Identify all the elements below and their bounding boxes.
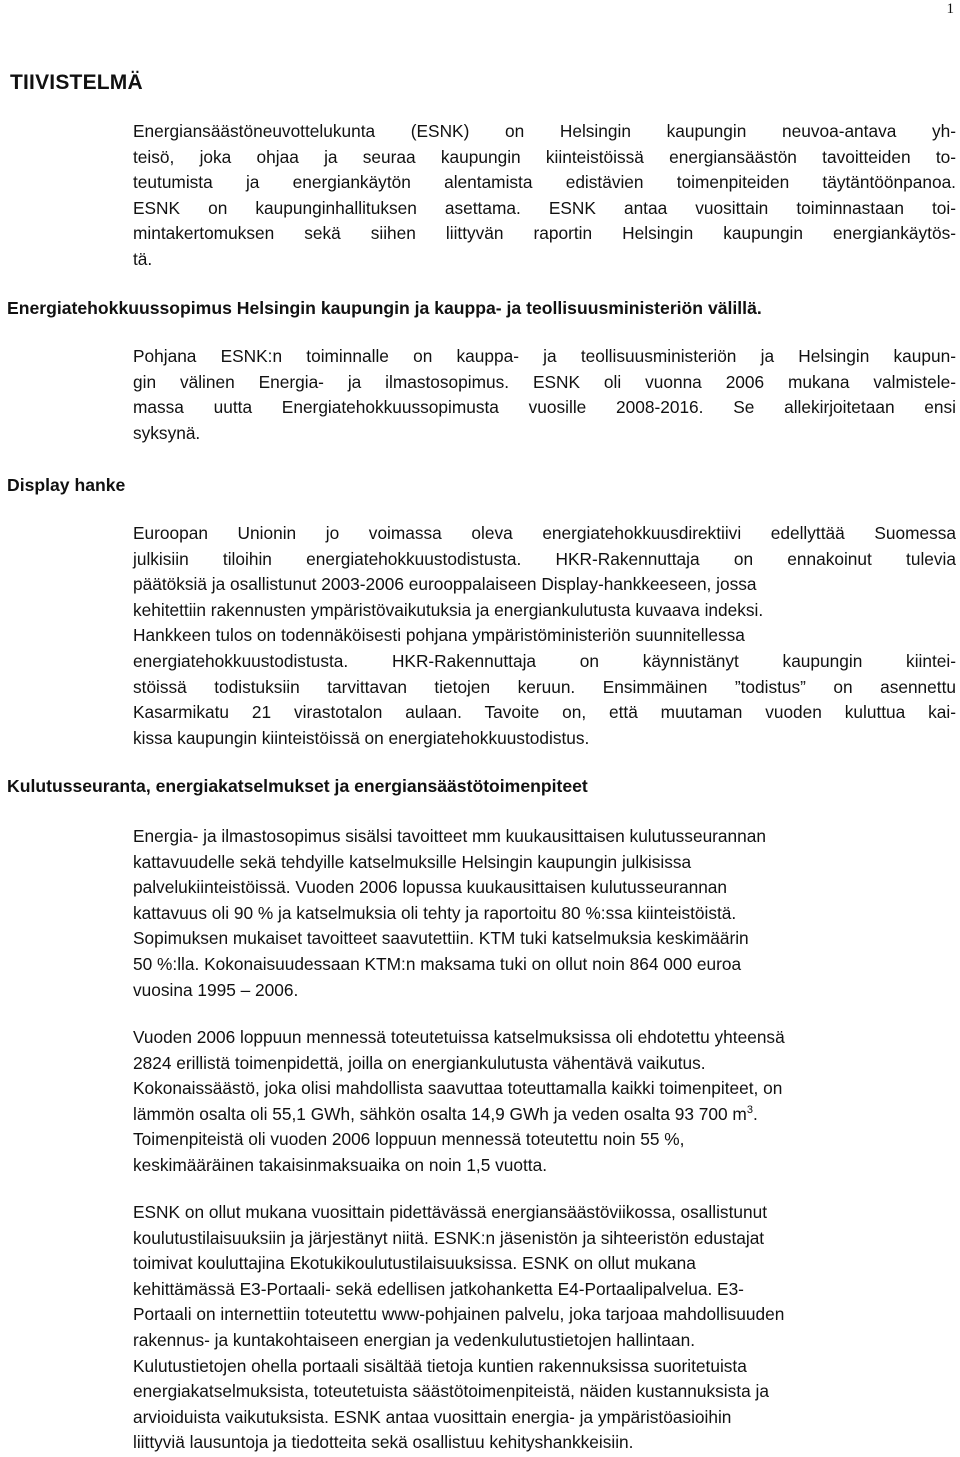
volume-text: lämmön osalta oli 55,1 GWh, sähkön osalta 14,9 GWh ja veden osalta 93 700 m	[133, 1103, 747, 1124]
document-title: TIIVISTELMÄ	[10, 71, 143, 94]
paragraph-line: päätöksiä ja osallistunut 2003-2006 eurooppalaiseen Display-hankkeeseen, jossa	[133, 574, 757, 595]
paragraph-line: tä.	[133, 248, 153, 269]
section1-paragraph-1	[133, 344, 956, 446]
paragraph-line: energiakatselmuksista, toteutetuista säästötoimenpiteistä, näiden kustannuksista ja	[133, 1381, 769, 1402]
paragraph-line: Euroopan Unionin jo voimassa oleva energiatehokkuusdirektiivi edellyttää Suomessa	[133, 523, 956, 543]
paragraph-line: vuosina 1995 – 2006.	[133, 979, 299, 1000]
paragraph-line: toimivat kouluttajina Ekotukikoulutustilaisuuksissa. ESNK on ollut mukana	[133, 1253, 696, 1274]
paragraph-line: Hankkeen tulos on todennäköisesti pohjana ympäristöministeriön suunnitellessa	[133, 625, 745, 646]
paragraph-line: kehitettiin rakennusten ympäristövaikutuksia ja energiankulutusta kuvaava indeksi.	[133, 599, 764, 620]
paragraph-line: teisö, joka ohjaa ja seuraa kaupungin kiinteistöissä energiansäästön tavoitteiden to-	[133, 146, 956, 167]
paragraph-line: 50 %:lla. Kokonaisuudessaan KTM:n maksama tuki on ollut noin 864 000 euroa	[133, 953, 742, 974]
paragraph-line: mintakertomuksen sekä siihen liittyvän raportin Helsingin kaupungin energiankäytös-	[133, 223, 956, 244]
paragraph-line: Kasarmikatu 21 virastotalon aulaan. Tavoite on, että muutaman vuoden kuluttua kai-	[133, 702, 956, 723]
paragraph-line: Kokonaissäästö, joka olisi mahdollista saavuttaa toteuttamalla kaikki toimenpiteet, on	[133, 1078, 783, 1099]
paragraph-line: koulutustilaisuuksiin ja järjestänyt niitä. ESNK:n jäsenistön ja sihteeristön edustajat	[133, 1227, 765, 1248]
paragraph-line: Energiansäästöneuvottelukunta (ESNK) on Helsingin kaupungin neuvoa-antava yh-	[133, 121, 956, 141]
paragraph-line: massa uutta Energiatehokkuussopimusta vuosille 2008-2016. Se allekirjoitetaan ensi	[133, 397, 956, 418]
paragraph-line: Portaali on internettiin toteutettu www-pohjainen palvelu, joka tarjoaa mahdollisuuden	[133, 1304, 785, 1325]
paragraph-line: Kulutustietojen ohella portaali sisältää tietoja kuntien rakennuksissa suoritetuista	[133, 1355, 747, 1376]
section-heading-kulutusseuranta: Kulutusseuranta, energiakatselmukset ja energiansäästötoimenpiteet	[7, 776, 588, 796]
section2-paragraph-2	[133, 1025, 956, 1179]
section2-paragraph-3	[133, 1200, 956, 1456]
paragraph-line: Toimenpiteistä oli vuoden 2006 loppuun mennessä toteutettu noin 55 %,	[133, 1129, 685, 1150]
paragraph-line: energiatehokkuustodistusta. HKR-Rakennuttaja on käynnistänyt kaupungin kiintei-	[133, 650, 956, 671]
section2-paragraph-1	[133, 824, 956, 1003]
page-number: 1	[946, 1, 954, 17]
side-label-display-hanke: Display hanke	[7, 475, 126, 495]
paragraph-line: gin välinen Energia- ja ilmastosopimus. ESNK oli vuonna 2006 mukana valmistele-	[133, 371, 956, 392]
paragraph-line: Sopimuksen mukaiset tavoitteet saavutettiin. KTM tuki katselmuksia keskimäärin	[133, 928, 749, 949]
paragraph-line: kissa kaupungin kiinteistöissä on energiatehokkuustodistus.	[133, 727, 590, 748]
paragraph-line: Energia- ja ilmastosopimus sisälsi tavoitteet mm kuukausittaisen kulutusseurannan	[133, 826, 766, 846]
paragraph-line: 2824 erillistä toimenpidettä, joilla on energiankulutusta vähentävä vaikutus.	[133, 1052, 706, 1073]
paragraph-line: ESNK on ollut mukana vuosittain pidettävässä energiansäästöviikossa, osallistunut	[133, 1202, 768, 1222]
paragraph-line: Vuoden 2006 loppuun mennessä toteutetuissa katselmuksissa oli ehdotettu yhteensä	[133, 1027, 785, 1047]
superscript-3: 3	[746, 1104, 753, 1117]
paragraph-line: syksynä.	[133, 422, 201, 443]
paragraph-line: julkisiin tiloihin energiatehokkuustodistusta. HKR-Rakennuttaja on ennakoinut tulevia	[133, 548, 956, 569]
paragraph-line: Pohjana ESNK:n toiminnalle on kauppa- ja teollisuusministeriön ja Helsingin kaupun-	[133, 346, 956, 366]
paragraph-line: arvioiduista vaikutuksista. ESNK antaa vuosittain energia- ja ympäristöasioihin	[133, 1406, 732, 1427]
section-heading-energiatehokkuussopimus: Energiatehokkuussopimus Helsingin kaupungin ja kauppa- ja teollisuusministeriön välillä.	[7, 298, 762, 318]
paragraph-line: rakennus- ja kuntakohtaiseen energian ja vedenkulutustietojen hallintaan.	[133, 1329, 696, 1350]
paragraph-line: keskimääräinen takaisinmaksuaika on noin 1,5 vuotta.	[133, 1154, 548, 1175]
sentence-period: .	[752, 1103, 758, 1124]
paragraph-line	[133, 1102, 956, 1128]
paragraph-line: palvelukiinteistöissä. Vuoden 2006 lopussa kuukausittaisen kulutusseurannan	[133, 877, 728, 898]
intro-paragraph	[133, 119, 956, 273]
paragraph-line: kattavuudelle sekä tehdyille katselmuksille Helsingin kaupungin julkisissa	[133, 851, 692, 872]
paragraph-line: kehittämässä E3-Portaali- sekä edellisen jatkohanketta E4-Portaalipalvelua. E3-	[133, 1278, 744, 1299]
paragraph-line: liittyviä lausuntoja ja tiedotteita sekä osallistuu kehityshankkeisiin.	[133, 1432, 634, 1453]
section1-paragraph-2	[133, 521, 956, 751]
paragraph-line: stöissä todistuksiin tarvittavan tietojen keruun. Ensimmäinen ”todistus” on asennettu	[133, 676, 956, 697]
paragraph-line: kattavuus oli 90 % ja katselmuksia oli tehty ja raportoitu 80 %:ssa kiinteistöistä.	[133, 902, 737, 923]
paragraph-line: teutumista ja energiankäytön alentamista edistävien toimenpiteiden täytäntöönpanoa.	[133, 172, 956, 193]
paragraph-line: ESNK on kaupunginhallituksen asettama. ESNK antaa vuosittain toiminnastaan toi-	[133, 197, 956, 218]
